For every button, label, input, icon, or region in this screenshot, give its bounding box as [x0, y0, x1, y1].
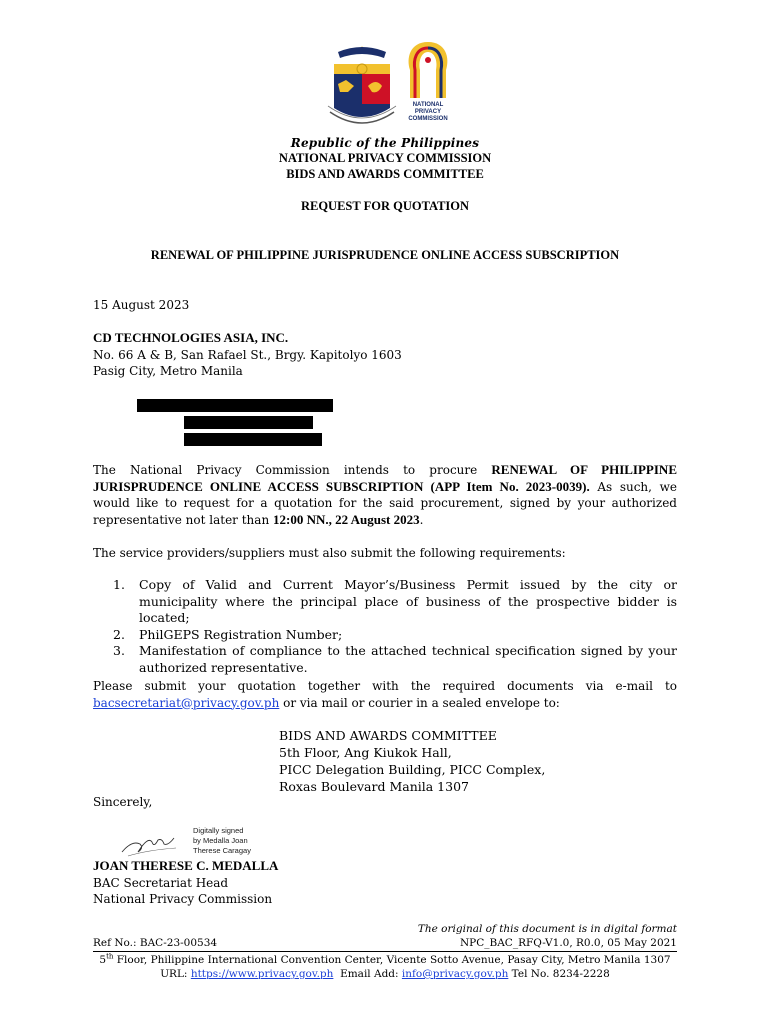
committee-heading: BIDS AND AWARDS COMMITTEE — [286, 167, 484, 181]
footer-url-label: URL: — [160, 968, 191, 980]
republic-heading: Republic of the Philippines — [290, 136, 480, 150]
agency-heading: NATIONAL PRIVACY COMMISSION — [278, 151, 492, 165]
npc-logo-text — [400, 102, 456, 123]
npc-logo-text-line: PRIVACY — [414, 109, 442, 115]
form-version: NPC_BAC_RFQ-V1.0, R0.0, 05 May 2021 — [459, 937, 677, 949]
address-line: PICC Delegation Building, PICC Complex, — [279, 762, 546, 777]
requirements-intro: The service providers/suppliers must also submit the following requirements: — [93, 546, 566, 560]
reference-number: Ref No.: BAC-23-00534 — [93, 937, 218, 949]
footer-contacts — [0, 968, 770, 981]
signer-name: JOAN THERESE C. MEDALLA — [93, 858, 279, 873]
submission-paragraph — [93, 678, 677, 711]
list-item-text: PhilGEPS Registration Number; — [139, 626, 343, 642]
signer-position: BAC Secretariat Head — [93, 875, 229, 890]
npc-logo-text-line: NATIONAL — [412, 102, 444, 108]
address-line: Roxas Boulevard Manila 1307 — [279, 779, 469, 794]
intro-procurement-title: RENEWAL OF PHILIPPINE JURISPRUDENCE ONLINE ACCESS SUBSCRIPTION (APP Item No. 2023-0039). — [93, 462, 677, 494]
footer-address-text: Floor, Philippine International Convention Center, Vicente Sotto Avenue, Pasay City, Metro Manila 1307 — [113, 954, 671, 966]
intro-text: . — [419, 512, 424, 527]
requirements-list — [93, 577, 677, 676]
seals-header — [0, 40, 770, 134]
address-line: 5th Floor, Ang Kiukok Hall, — [279, 745, 452, 760]
list-item-number: 3. — [113, 643, 125, 658]
recipient-block — [93, 330, 677, 380]
info-email-link[interactable]: info@privacy.gov.ph — [401, 968, 509, 980]
philippine-seal-icon — [324, 42, 400, 130]
digital-original-note: The original of this document is in digital format — [417, 923, 677, 935]
bac-email-link[interactable]: bacsecretariat@privacy.gov.ph — [93, 695, 280, 710]
signer-office: National Privacy Commission — [93, 892, 273, 906]
recipient-address-line: Pasig City, Metro Manila — [93, 364, 243, 378]
redaction-bar — [184, 433, 322, 446]
list-item-number: 1. — [113, 577, 125, 592]
recipient-address-line: No. 66 A & B, San Rafael St., Brgy. Kapitolyo 1603 — [93, 347, 402, 362]
footer-email-label: Email Add: — [333, 968, 402, 980]
deadline-text: 12:00 NN., 22 August 2023 — [272, 511, 420, 527]
list-item — [113, 626, 677, 644]
letter-date: 15 August 2023 — [93, 298, 190, 312]
submission-text: Please submit your quotation together with the required documents via e-mail to — [93, 679, 677, 693]
digital-signature-label — [193, 826, 251, 856]
intro-text: As such, we would like to request for a quotation for the said procurement, signed by your authorized representative not later than — [93, 479, 677, 527]
footer-address-text: 5 — [99, 954, 107, 966]
document-title: RENEWAL OF PHILIPPINE JURISPRUDENCE ONLINE ACCESS SUBSCRIPTION — [150, 248, 620, 262]
signature-scrawl-icon — [118, 826, 188, 860]
address-line: BIDS AND AWARDS COMMITTEE — [279, 728, 497, 743]
redaction-bar — [184, 416, 313, 429]
digital-signature — [118, 826, 278, 860]
submission-text: or via mail or courier in a sealed envelope to: — [279, 695, 560, 710]
list-item — [113, 577, 677, 627]
list-item-number: 2. — [113, 626, 125, 642]
footer-address — [0, 954, 770, 967]
npc-logo-text-line: COMMISSION — [408, 116, 448, 122]
closing: Sincerely, — [93, 795, 153, 809]
document-type-heading: REQUEST FOR QUOTATION — [300, 199, 470, 213]
signature-label-line: Therese Caragay — [193, 846, 251, 855]
signer-block — [93, 858, 677, 908]
list-item-text: Copy of Valid and Current Mayor’s/Business Permit issued by the city or municipality where the principal place of business of the prospective bidder is located; — [139, 577, 677, 625]
list-item-text: Manifestation of compliance to the attached technical specification signed by your authorized representative. — [139, 643, 677, 675]
mailing-address-block — [279, 727, 545, 795]
list-item — [113, 643, 677, 676]
footer-divider — [93, 951, 677, 952]
website-link[interactable]: https://www.privacy.gov.ph — [190, 968, 334, 980]
footer-address-sup: th — [106, 952, 114, 961]
intro-text: The National Privacy Commission intends to procure — [93, 463, 492, 477]
footer-phone: Tel No. 8234-2228 — [508, 968, 610, 980]
redaction-bar — [137, 399, 333, 412]
signature-label-line: Digitally signed — [193, 826, 244, 835]
recipient-company: CD TECHNOLOGIES ASIA, INC. — [93, 330, 289, 345]
npc-logo — [400, 40, 456, 132]
intro-paragraph — [93, 462, 677, 528]
signature-label-line: by Medalla Joan — [193, 836, 248, 845]
npc-logo-icon — [400, 40, 456, 102]
